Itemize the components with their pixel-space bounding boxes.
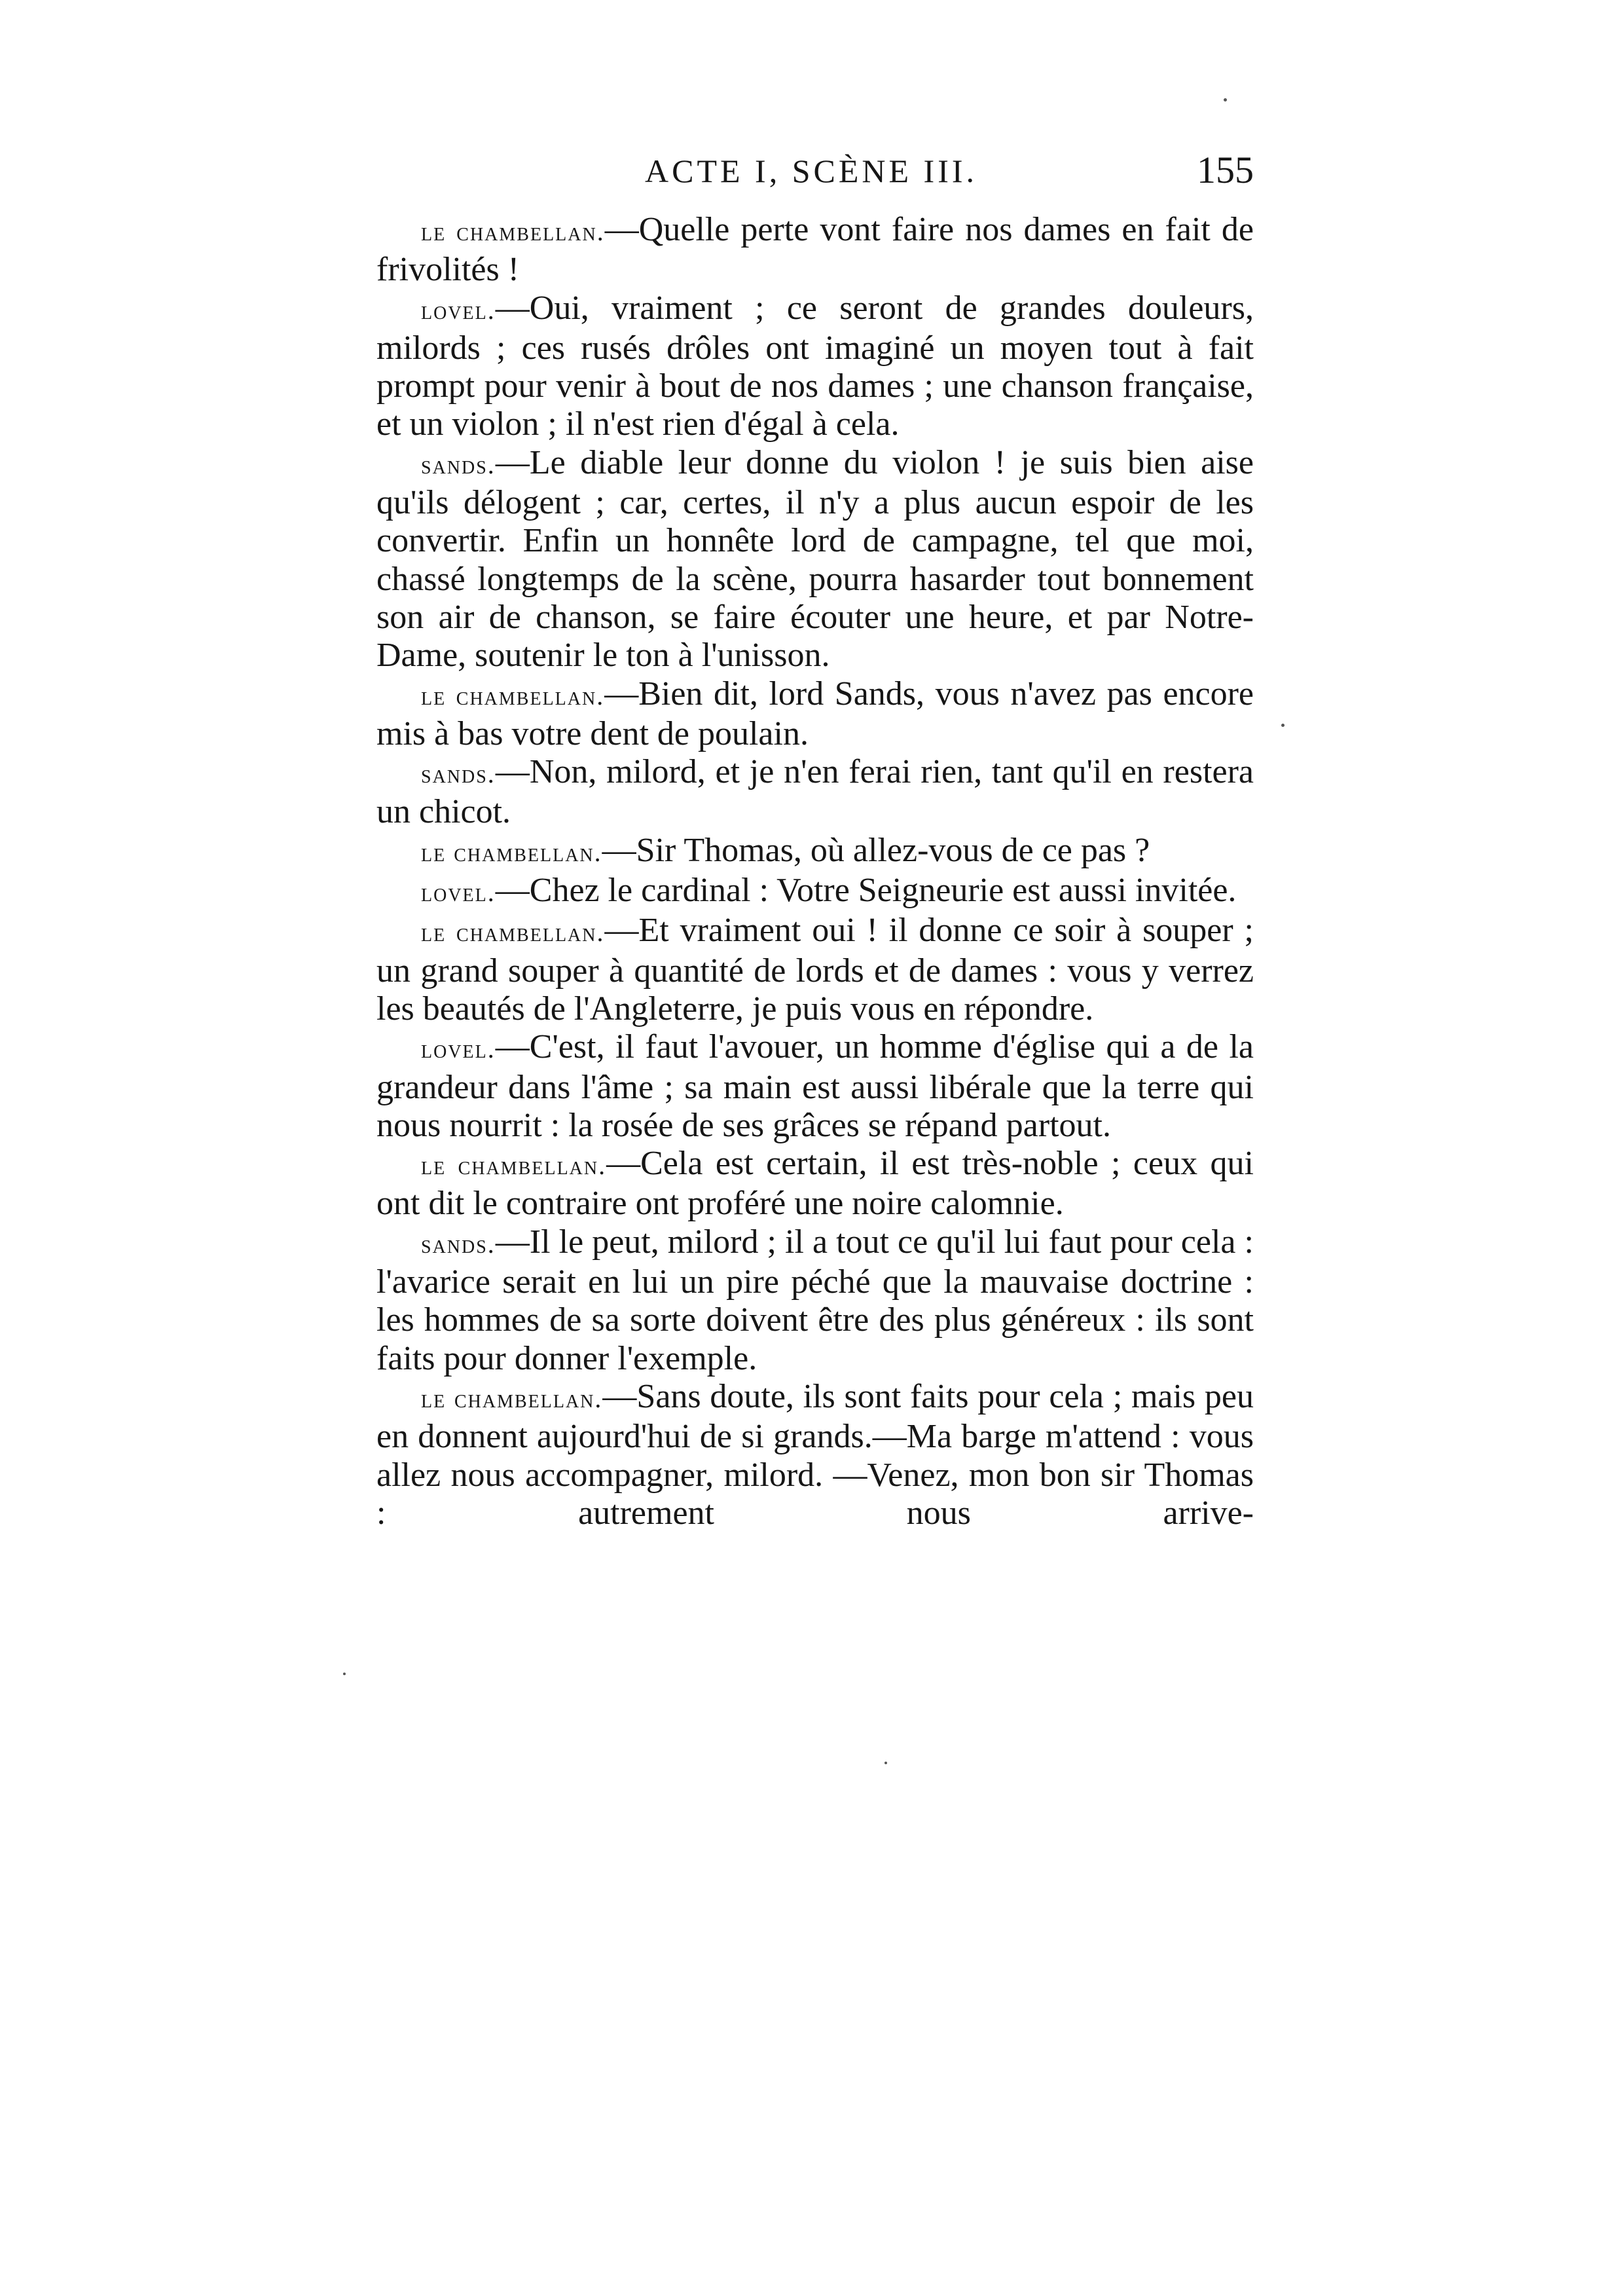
- speaker-name: sands.: [421, 449, 496, 479]
- scan-speck: [1281, 724, 1285, 727]
- speaker-name: le chambellan.: [421, 917, 605, 948]
- speaker-name: lovel.: [421, 1034, 496, 1064]
- page-number: 155: [1197, 149, 1254, 191]
- dialogue-text: —Oui, vraiment ; ce seront de grandes douleurs, milords ; ces rusés drôles ont imaginé un moyen tout à fait prompt pour venir à bout de nos dames ; une chanson française, et un violon ; il n'est rien d'égal à cela.: [376, 289, 1254, 443]
- dialogue-paragraph: [376, 1028, 1254, 1145]
- speaker-name: lovel.: [421, 295, 496, 325]
- dialogue-text: —Chez le cardinal : Votre Seigneurie est aussi invitée.: [495, 872, 1237, 910]
- dialogue-text: —Sans doute, ils sont faits pour cela ; mais peu en donnent aujourd'hui de si grands.—Ma barge m'attend : vous allez nous accompagner, milord. —Venez, mon bon sir Thomas : autrement nous arrive-: [376, 1377, 1254, 1532]
- dialogue-paragraph: [376, 1145, 1254, 1223]
- dialogue-paragraph: [376, 872, 1254, 912]
- dialogue-text: —Quelle perte vont faire nos dames en fait de frivolités !: [376, 211, 1254, 289]
- dialogue-paragraph: [376, 211, 1254, 289]
- dialogue-paragraph: [376, 753, 1254, 832]
- dialogue-text: —Il le peut, milord ; il a tout ce qu'il lui faut pour cela : l'avarice serait en lui un pire péché que la mauvaise doctrine : les hommes de sa sorte doivent être des plus généreux : ils sont faits pour donner l'exemple.: [376, 1223, 1254, 1377]
- dialogue-text: —Bien dit, lord Sands, vous n'avez pas encore mis à bas votre dent de poulain.: [376, 675, 1254, 752]
- speaker-name: sands.: [421, 759, 496, 789]
- speaker-name: le chambellan.: [421, 1383, 603, 1413]
- scan-speck: [343, 1673, 346, 1675]
- dialogue-paragraph: [376, 832, 1254, 872]
- scan-speck: [1224, 98, 1227, 102]
- dialogue-paragraph: [376, 1223, 1254, 1378]
- dialogue-text: —Cela est certain, il est très-noble ; ceux qui ont dit le contraire ont proféré une noire calomnie.: [376, 1145, 1254, 1223]
- dialogue-text: —C'est, il faut l'avouer, un homme d'église qui a de la grandeur dans l'âme ; sa main est aussi libérale que la terre qui nous nourrit : la rosée de ses grâces se répand partout.: [376, 1028, 1254, 1144]
- dialogue-paragraph: [376, 444, 1254, 675]
- speaker-name: le chambellan.: [421, 837, 602, 867]
- dialogue-text: —Le diable leur donne du violon ! je suis bien aise qu'ils délogent ; car, certes, il n'y a plus aucun espoir de les convertir. Enfin un honnête lord de campagne, tel que moi, chassé longtemps de la scène, pourra hasarder tout bonnement son air de chanson, se faire écouter une heure, et par Notre-Dame, soutenir le ton à l'unisson.: [376, 443, 1254, 675]
- running-header: [376, 149, 1254, 204]
- dialogue-paragraph: [376, 289, 1254, 444]
- speaker-name: le chambellan.: [421, 1151, 607, 1181]
- dialogue-text: —Sir Thomas, où allez-vous de ce pas ?: [602, 831, 1150, 869]
- speaker-name: lovel.: [421, 878, 496, 908]
- play-text: [376, 211, 1254, 1532]
- dialogue-text: —Et vraiment oui ! il donne ce soir à souper ; un grand souper à quantité de lords et de dames : vous y verrez les beautés de l'Angleterre, je puis vous en répondre.: [376, 912, 1254, 1028]
- running-title: ACTE I, SCÈNE III.: [645, 153, 977, 189]
- dialogue-text: —Non, milord, et je n'en ferai rien, tant qu'il en restera un chicot.: [376, 753, 1254, 831]
- scan-speck: [884, 1762, 887, 1764]
- dialogue-paragraph: [376, 675, 1254, 754]
- speaker-name: le chambellan.: [421, 680, 605, 711]
- speaker-name: le chambellan.: [421, 217, 605, 246]
- speaker-name: sands.: [421, 1229, 496, 1259]
- dialogue-paragraph: [376, 912, 1254, 1028]
- dialogue-paragraph: [376, 1378, 1254, 1532]
